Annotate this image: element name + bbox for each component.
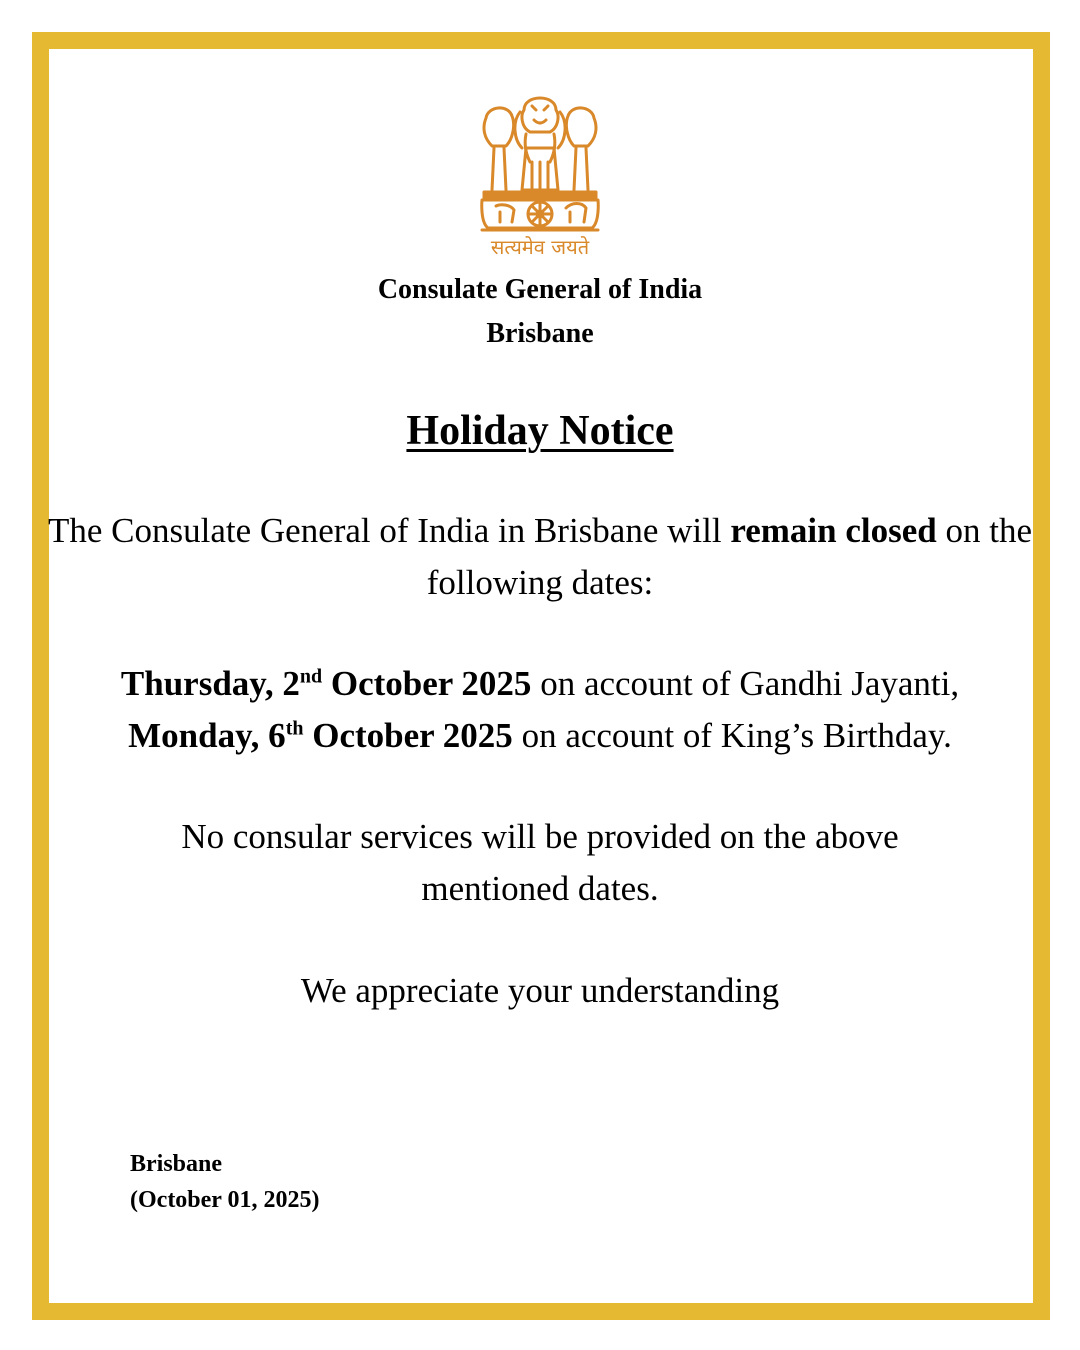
footer-place: Brisbane — [130, 1151, 223, 1177]
services-notice: No consular services will be provided on the above mentioned dates. — [181, 817, 899, 908]
holiday-item: Monday, 6th October 2025 on account of King’s Birthday. — [128, 716, 952, 755]
national-emblem-icon — [476, 82, 604, 260]
notice-intro: The Consulate General of India in Brisbane will remain closed on the following dates: — [48, 511, 1032, 602]
holiday-item: Thursday, 2nd October 2025 on account of Gandhi Jayanti, — [120, 664, 960, 703]
organization-city: Brisbane — [486, 318, 594, 349]
page-title: Holiday Notice — [406, 408, 674, 454]
organization-name: Consulate General of India — [377, 274, 703, 305]
emblem-motto: सत्यमेव जयते — [490, 235, 590, 259]
footer-signoff — [130, 1146, 320, 1218]
holiday-list — [0, 658, 1080, 762]
thanks-message: We appreciate your understanding — [300, 971, 780, 1010]
footer-date: (October 01, 2025) — [130, 1187, 320, 1213]
